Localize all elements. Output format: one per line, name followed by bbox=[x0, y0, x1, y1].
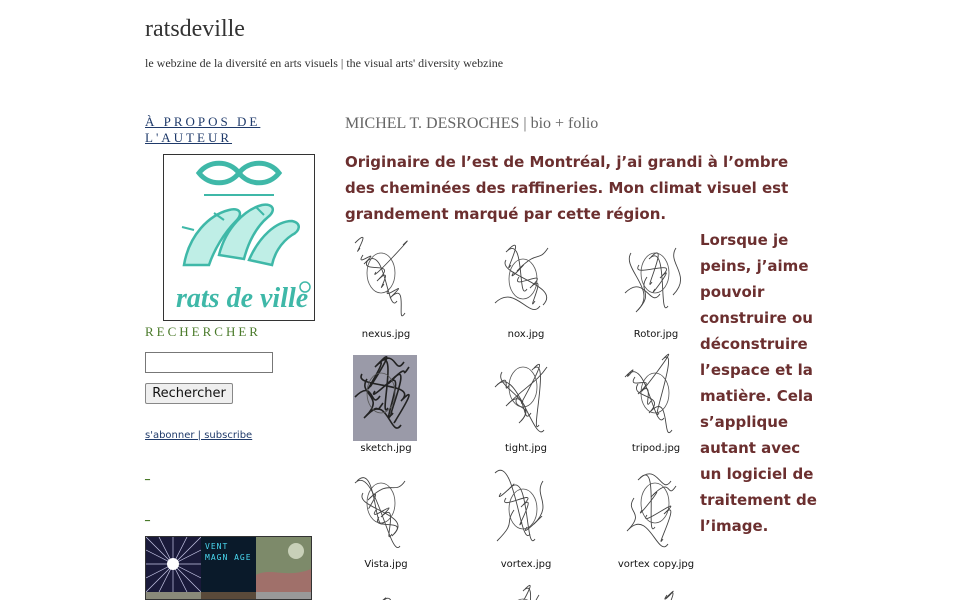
logo-wordmark: rats de ville bbox=[176, 283, 309, 314]
about-author-heading bbox=[145, 114, 295, 146]
gallery-caption: vortex copy.jpg bbox=[617, 559, 695, 570]
sketch-thumbnail-icon bbox=[345, 463, 427, 557]
thumbnail-text: VENT MAGN AGE bbox=[205, 542, 252, 562]
subscribe-link[interactable]: s'abonner | subscribe bbox=[145, 430, 253, 441]
gallery-item[interactable] bbox=[485, 347, 595, 460]
sketch-thumbnail-icon bbox=[615, 347, 697, 441]
thumbnail-6[interactable] bbox=[256, 592, 311, 600]
gallery-item[interactable] bbox=[615, 347, 700, 460]
thumbnail-3[interactable] bbox=[256, 537, 311, 592]
thumbnail-2[interactable] bbox=[201, 537, 256, 592]
gallery-item[interactable] bbox=[485, 233, 595, 346]
gallery-caption: nox.jpg bbox=[507, 329, 545, 340]
gallery-caption: vortex.jpg bbox=[500, 559, 552, 570]
gallery-item[interactable] bbox=[615, 579, 700, 600]
thumbnail-5[interactable] bbox=[201, 592, 256, 600]
gallery-item[interactable] bbox=[345, 463, 455, 576]
gallery-caption: Rotor.jpg bbox=[633, 329, 679, 340]
gallery-caption: tight.jpg bbox=[505, 443, 547, 454]
sketch-thumbnail-icon bbox=[615, 233, 697, 327]
gallery-item[interactable] bbox=[615, 463, 700, 576]
sketch-thumbnail-icon bbox=[485, 463, 567, 557]
gallery-caption: Vista.jpg bbox=[364, 559, 408, 570]
gallery-item[interactable] bbox=[485, 463, 595, 576]
artwork-gallery bbox=[345, 233, 700, 600]
site-tagline: le webzine de la diversité en arts visuels | the visual arts' diversity webzine bbox=[145, 56, 504, 70]
sketch-thumbnail-icon bbox=[615, 579, 697, 600]
gallery-item[interactable] bbox=[345, 233, 455, 346]
gallery-caption: tripod.jpg bbox=[631, 443, 681, 454]
gallery-caption: sketch.jpg bbox=[360, 443, 412, 454]
search-button[interactable]: Rechercher bbox=[145, 383, 233, 404]
thumbnail-4[interactable] bbox=[146, 592, 201, 600]
post-intro-text: Originaire de l’est de Montréal, j’ai grandi à l’ombre des cheminées des raffineries. Mon climat visuel est grandement marqué par cette région. bbox=[345, 153, 789, 223]
post-side-text: Lorsque je peins, j’aime pouvoir construire ou déconstruire l’espace et la matière. Cela s’applique autant avec un logiciel de traitement de l’image. bbox=[700, 231, 817, 535]
sketch-thumbnail-icon bbox=[485, 579, 567, 600]
sketch-thumbnail-icon bbox=[345, 579, 427, 600]
thumbnail-1[interactable] bbox=[146, 537, 201, 592]
starburst-icon bbox=[146, 537, 201, 592]
gallery-item[interactable] bbox=[485, 579, 595, 600]
search-heading: RECHERCHER bbox=[145, 324, 261, 339]
sketch-thumbnail-icon bbox=[485, 233, 567, 327]
sidebar-thumbnail-grid[interactable] bbox=[145, 536, 312, 600]
search-input[interactable] bbox=[145, 352, 273, 373]
about-author-link[interactable]: À PROPOS DE L'AUTEUR bbox=[145, 114, 261, 145]
sketch-thumbnail-icon bbox=[345, 347, 427, 441]
photo-icon bbox=[256, 537, 311, 592]
gallery-item[interactable] bbox=[615, 233, 700, 346]
sketch-thumbnail-icon bbox=[615, 463, 697, 557]
sidebar-link-1[interactable]: _ bbox=[145, 470, 150, 481]
gallery-caption: nexus.jpg bbox=[361, 329, 411, 340]
site-logo[interactable] bbox=[163, 154, 315, 321]
sidebar-link-2[interactable]: _ bbox=[145, 511, 150, 522]
post-title: MICHEL T. DESROCHES | bio + folio bbox=[345, 115, 599, 132]
site-title[interactable]: ratsdeville bbox=[145, 16, 245, 42]
gallery-item[interactable] bbox=[345, 347, 455, 460]
sketch-thumbnail-icon bbox=[485, 347, 567, 441]
sketch-thumbnail-icon bbox=[345, 233, 427, 327]
rats-logo-icon bbox=[164, 155, 314, 320]
gallery-item[interactable] bbox=[345, 579, 455, 600]
